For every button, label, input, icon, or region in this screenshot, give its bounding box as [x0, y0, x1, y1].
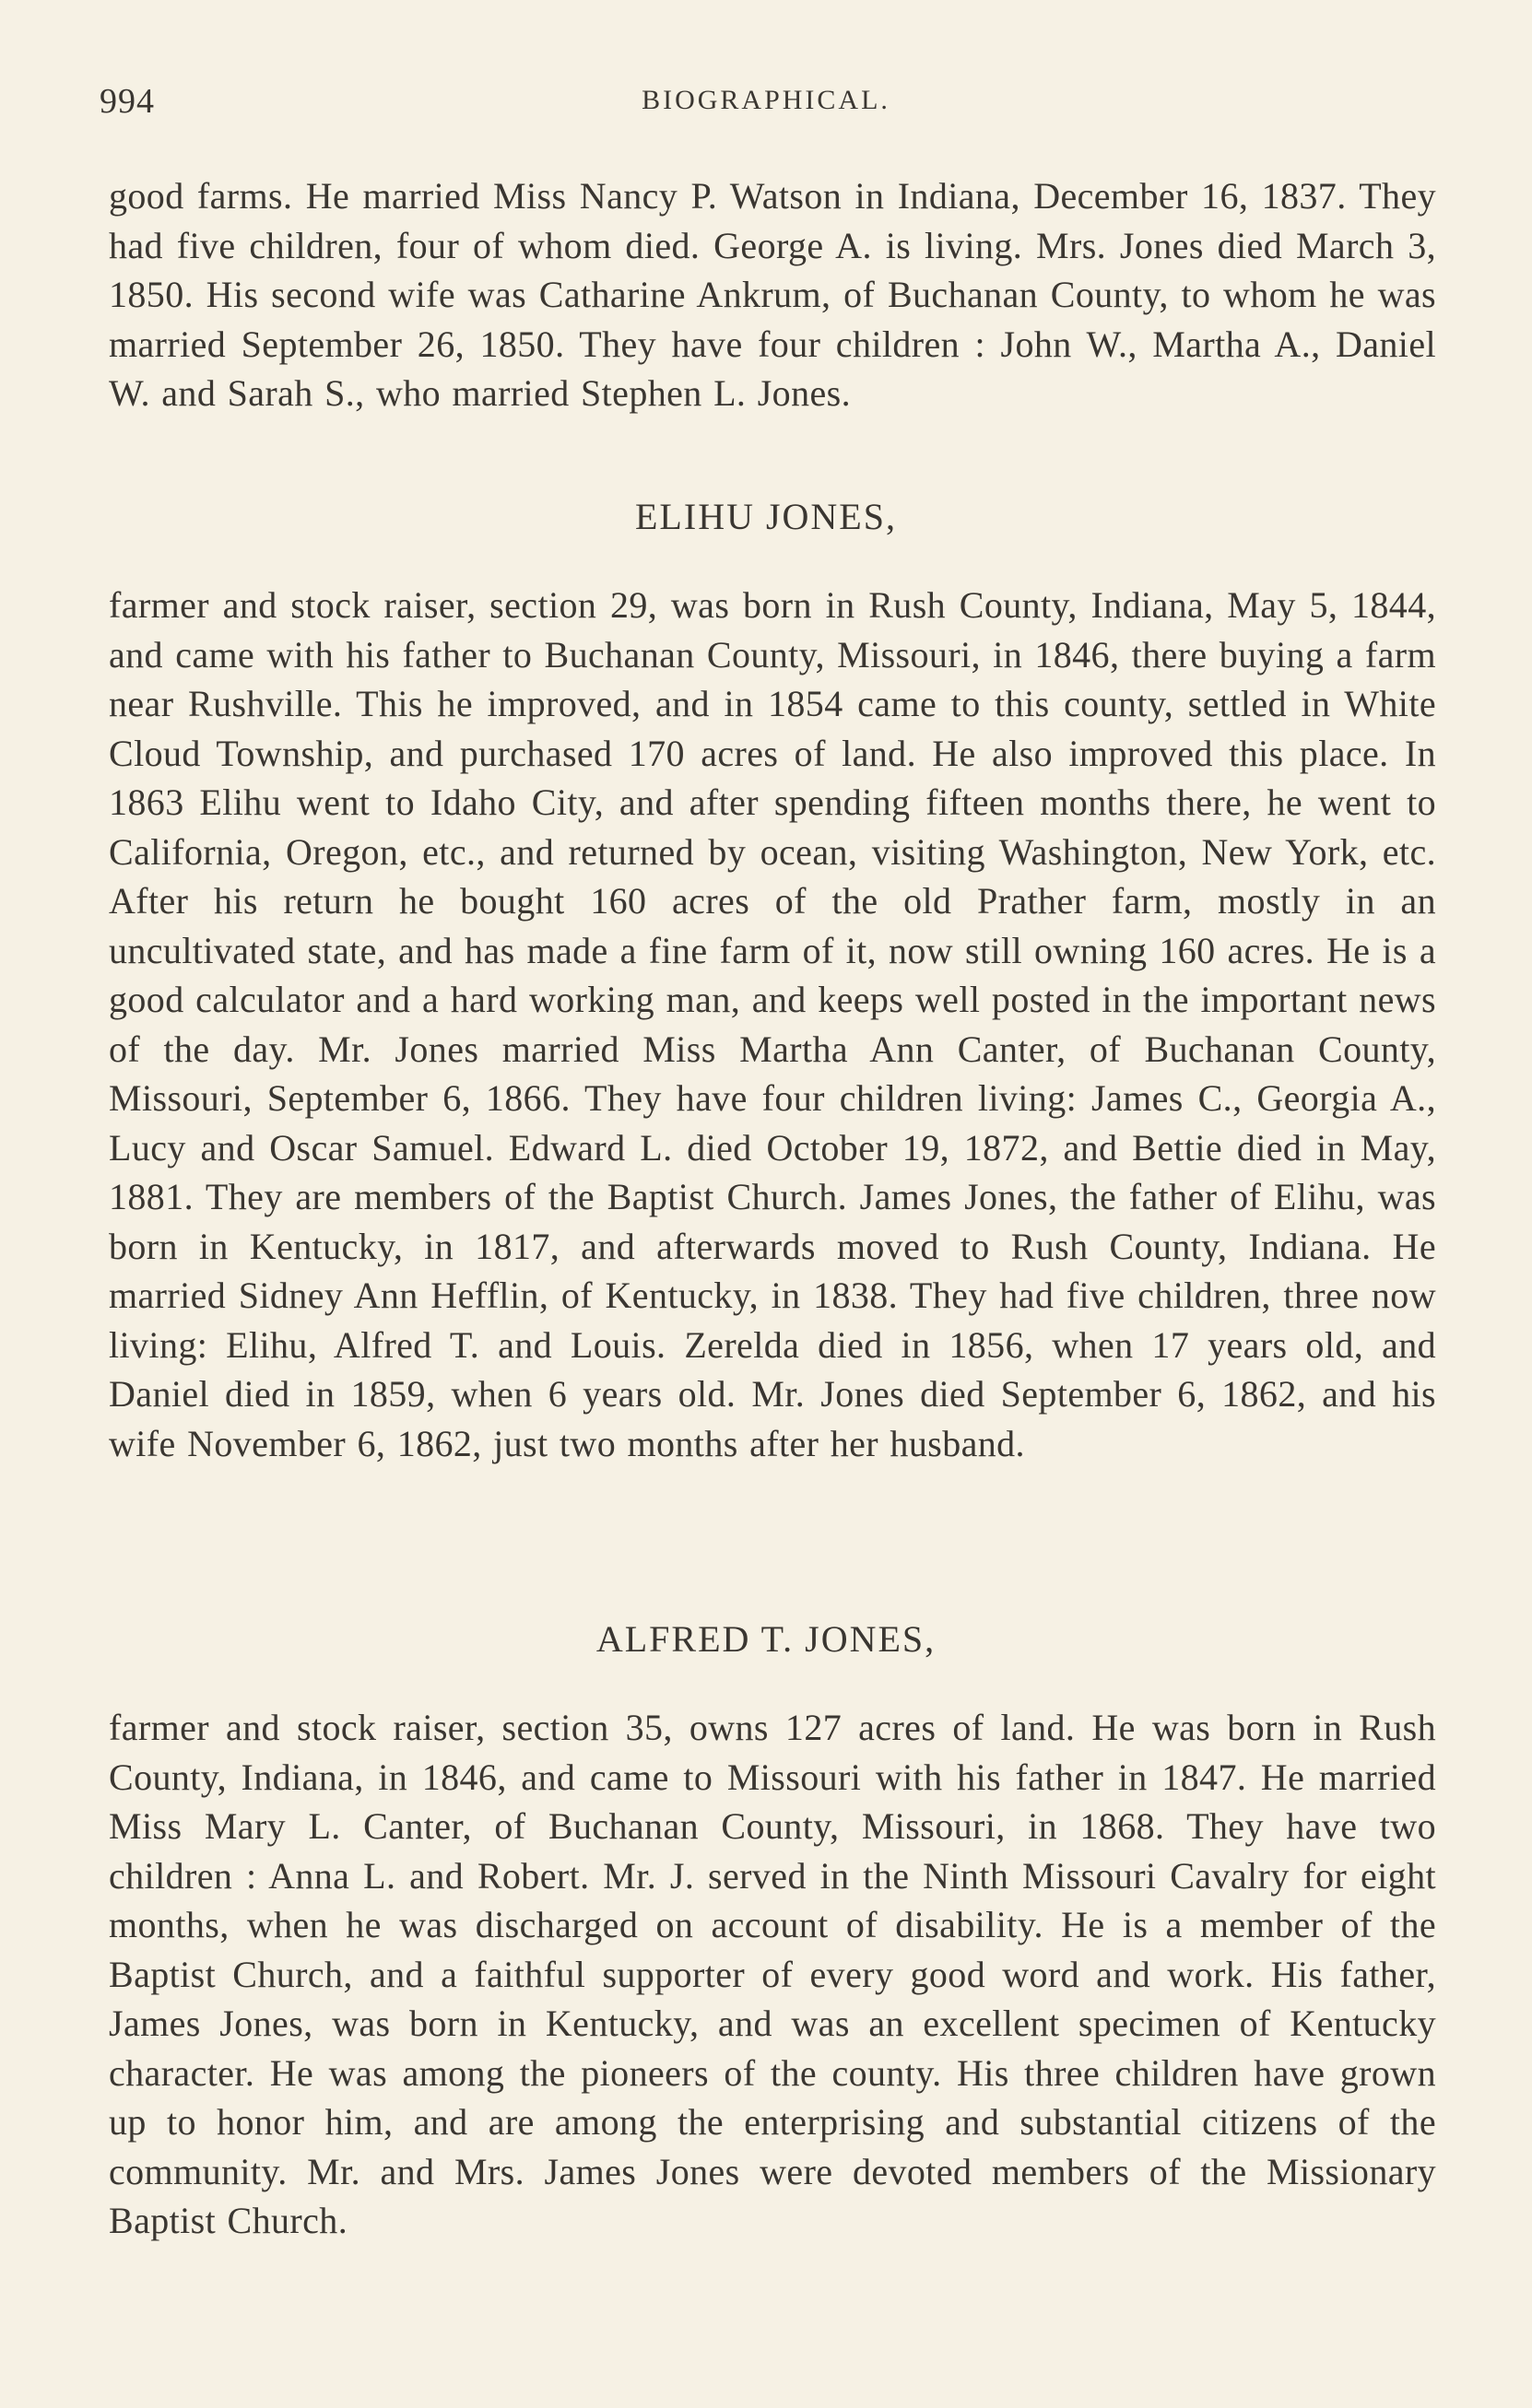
- running-title: BIOGRAPHICAL.: [642, 85, 890, 115]
- elihu-section: [109, 581, 1436, 1468]
- alfred-paragraph: farmer and stock raiser, section 35, owns 127 acres of land. He was born in Rush County, Indiana, in 1846, and came to Missouri with his father in 1847. He married Miss Mary L. Canter, of Buchanan County, Missouri, in 1868. They have two children : Anna L. and Robert. Mr. J. served in the Ninth Missouri Cavalry for eight months, when he was discharged on account of disability. He is a member of the Baptist Church, and a faithful supporter of every good word and work. His father, James Jones, was born in Kentucky, and was an excellent specimen of Kentucky character. He was among the pioneers of the county. His three children have grown up to honor him, and are among the enterprising and substantial citizens of the community. Mr. and Mrs. James Jones were devoted members of the Missionary Baptist Church.: [109, 1707, 1436, 2241]
- intro-paragraph: good farms. He married Miss Nancy P. Watson in Indiana, December 16, 1837. They had five children, four of whom died. George A. is living. Mrs. Jones died March 3, 1850. His second wife was Catharine Ankrum, of Buchanan County, to whom he was married September 26, 1850. They have four children : John W., Martha A., Daniel W. and Sarah S., who married Stephen L. Jones.: [109, 175, 1436, 414]
- intro-section: [109, 171, 1436, 418]
- alfred-section: [109, 1703, 1436, 2246]
- section-heading-alfred: ALFRED T. JONES,: [595, 1618, 937, 1660]
- elihu-paragraph: farmer and stock raiser, section 29, was born in Rush County, Indiana, May 5, 1844, and came with his father to Buchanan County, Missouri, in 1846, there buying a farm near Rushville. This he improved, and in 1854 came to this county, settled in White Cloud Township, and purchased 170 acres of land. He also improved this place. In 1863 Elihu went to Idaho City, and after spending fifteen months there, he went to California, Oregon, etc., and returned by ocean, visiting Washington, New York, etc. After his return he bought 160 acres of the old Prather farm, mostly in an uncultivated state, and has made a fine farm of it, now still owning 160 acres. He is a good calculator and a hard working man, and keeps well posted in the important news of the day. Mr. Jones married Miss Martha Ann Canter, of Buchanan County, Missouri, September 6, 1866. They have four children living: James C., Georgia A., Lucy and Oscar Samuel. Edward L. died October 19, 1872, and Bettie died in May, 1881. They are members of the Baptist Church. James Jones, the father of Elihu, was born in Kentucky, in 1817, and afterwards moved to Rush County, Indiana. He married Sidney Ann Hefflin, of Kentucky, in 1838. They had five children, three now living: Elihu, Alfred T. and Louis. Zerelda died in 1856, when 17 years old, and Daniel died in 1859, when 6 years old. Mr. Jones died September 6, 1862, and his wife November 6, 1862, just two months after her husband.: [109, 584, 1436, 1464]
- section-heading-elihu: ELIHU JONES,: [635, 496, 897, 537]
- page-number: 994: [100, 82, 155, 121]
